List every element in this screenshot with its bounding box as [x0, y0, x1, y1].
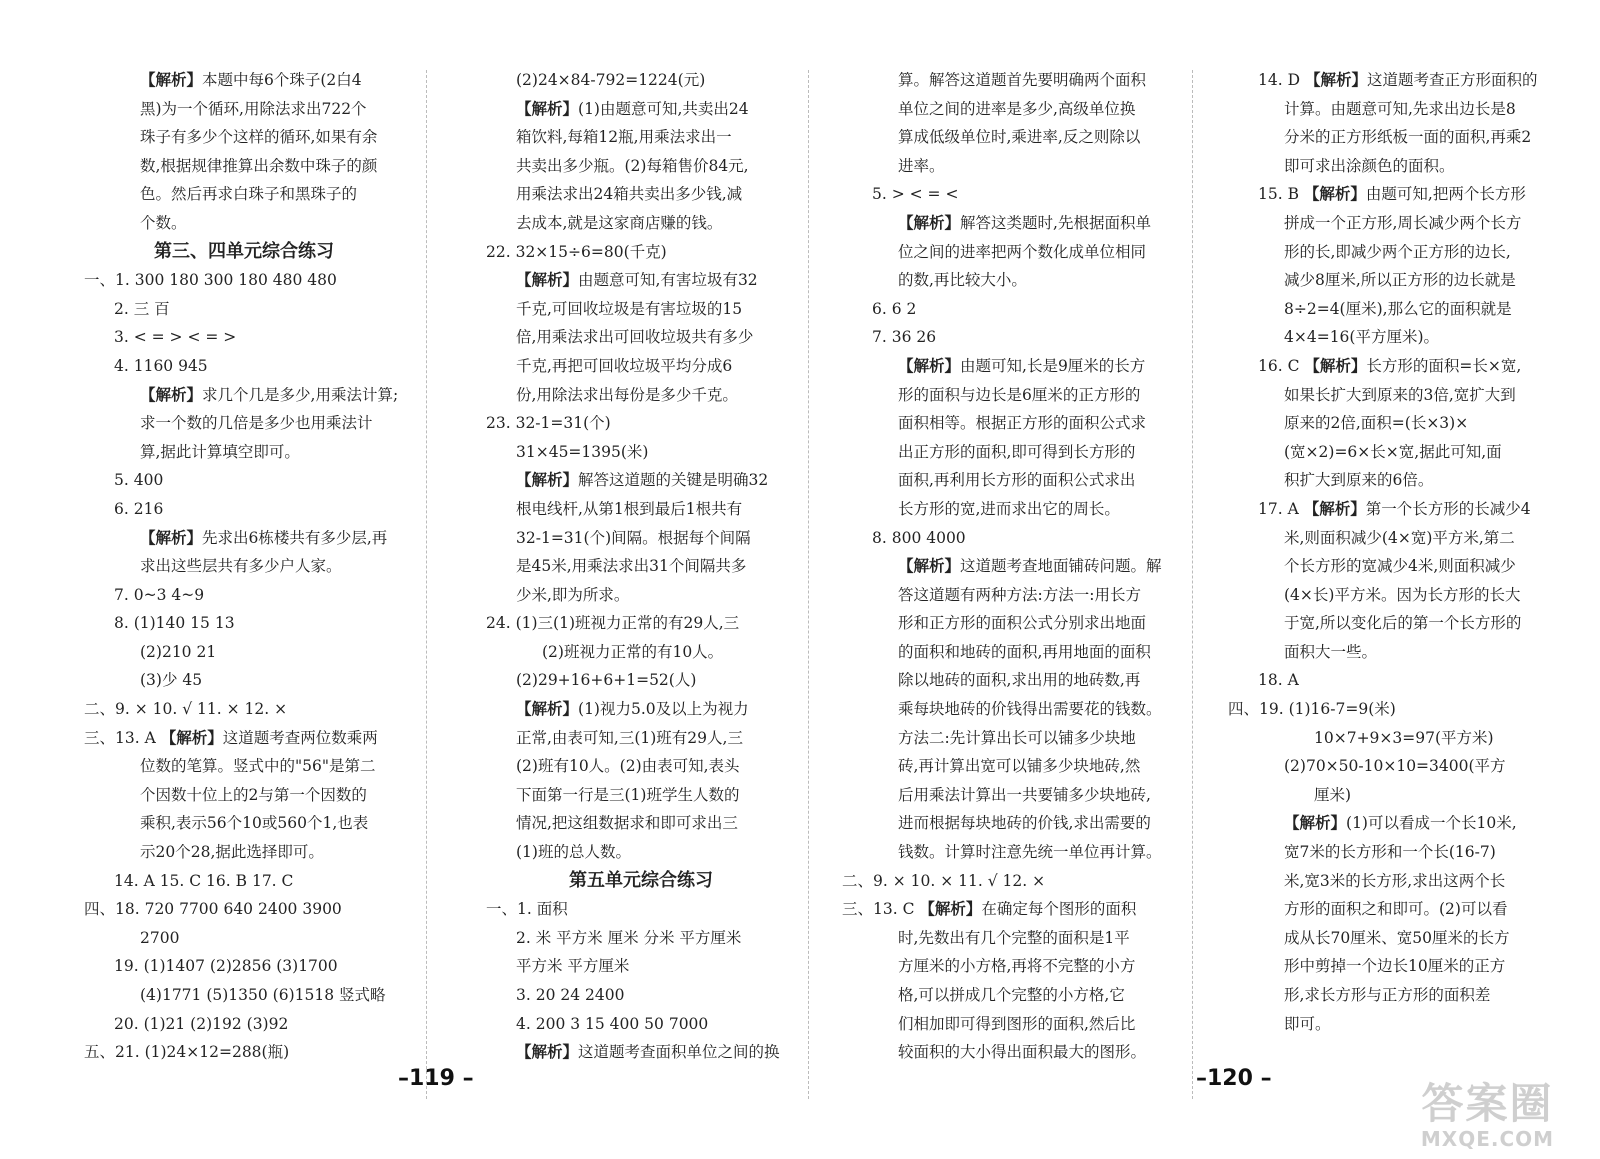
answer-line: 份,用除法求出每份是多少千克。: [516, 385, 738, 404]
section-heading: 第三、四单元综合练习: [154, 240, 334, 262]
answer-line: 三、13. C 【解析】在确定每个图形的面积: [842, 900, 1137, 919]
answer-line: (2)班视力正常的有10人。: [542, 642, 724, 661]
answer-line: (2)班有10人。(2)由表可知,表头: [516, 757, 740, 776]
answer-line: 5. > < = <: [872, 185, 959, 204]
answer-line: 3. 20 24 2400: [516, 986, 625, 1004]
answer-line: 二、9. × 10. × 11. √ 12. ×: [842, 871, 1046, 890]
answer-line: 19. (1)1407 (2)2856 (3)1700: [114, 957, 338, 976]
answer-line: 方法二:先计算出长可以铺多少块地: [898, 728, 1136, 747]
answer-line: 【解析】(1)由题意可知,共卖出24: [516, 99, 749, 118]
answer-line: 数,根据规律推算出余数中珠子的颜: [140, 156, 378, 175]
answer-line: 千克,再把可回收垃圾平均分成6: [516, 356, 733, 375]
answer-line: 示20个28,据此选择即可。: [140, 843, 324, 862]
answer-line: 倍,用乘法求出可回收垃圾共有多少: [516, 328, 754, 347]
watermark-url: MXQE.COM: [1420, 1127, 1555, 1151]
answer-line: 【解析】本题中每6个珠子(2白4: [140, 71, 362, 89]
answer-line: (2)210 21: [140, 642, 217, 661]
answer-line: 14. D 【解析】这道题考查正方形面积的: [1258, 71, 1538, 89]
answer-line: 6. 216: [114, 499, 164, 518]
answer-line: 求出这些层共有多少户人家。: [140, 557, 342, 576]
answer-line: 【解析】这道题考查面积单位之间的换: [516, 1043, 780, 1062]
answer-line: 计算。由题意可知,先求出边长是8: [1284, 99, 1516, 118]
answer-line: 形中剪掉一个边长10厘米的正方: [1284, 957, 1506, 976]
answer-line: 长方形的宽,进而求出它的周长。: [898, 499, 1120, 518]
answer-line: 情况,把这组数据求和即可求出三: [516, 814, 738, 833]
answer-line: 拼成一个正方形,周长减少两个长方: [1284, 213, 1522, 232]
analysis-tag: 【解析】: [1284, 814, 1347, 833]
answer-line: 16. C 【解析】长方形的面积=长×宽,: [1258, 356, 1522, 375]
answer-line: 【解析】先求出6栋楼共有多少层,再: [140, 528, 388, 547]
answer-line: 珠子有多少个这样的循环,如果有余: [140, 128, 378, 147]
answer-line: 形的长,即减少两个正方形的边长,: [1284, 242, 1511, 261]
answer-line: 即可求出涂颜色的面积。: [1284, 156, 1455, 175]
answer-column-4: [1228, 66, 1558, 1038]
answer-line: 成从长70厘米、宽50厘米的长方: [1284, 928, 1510, 947]
answer-line: 方形的面积之和即可。(2)可以看: [1284, 900, 1508, 919]
answer-line: 15. B 【解析】由题可知,把两个长方形: [1258, 185, 1526, 204]
answer-line: 方厘米的小方格,再将不完整的小方: [898, 957, 1136, 976]
answer-line: 正常,由表可知,三(1)班有29人,三: [516, 728, 743, 747]
answer-line: 的数,再比较大小。: [898, 271, 1027, 290]
answer-line: 答这道题有两种方法:方法一:用长方: [898, 585, 1141, 604]
answer-line: 色。然后再求白珠子和黑珠子的: [140, 185, 358, 204]
analysis-tag: 【解析】: [516, 700, 579, 719]
answer-line: 个数。: [140, 213, 187, 232]
answer-line: 们相加即可得到图形的面积,然后比: [898, 1014, 1136, 1033]
answer-line: 算成低级单位时,乘进率,反之则除以: [898, 128, 1141, 147]
answer-line: 3. < = > < = >: [114, 328, 237, 347]
answer-line: 2700: [140, 928, 180, 947]
answer-line: 黑)为一个循环,用除法求出722个: [140, 99, 367, 118]
analysis-tag: 【解析】: [1304, 356, 1367, 375]
answer-line: 除以地砖的面积,求出用的地砖数,再: [898, 671, 1141, 690]
answer-line: 位数的笔算。竖式中的"56"是第二: [140, 757, 376, 776]
answer-line: 积扩大到原来的6倍。: [1284, 471, 1434, 490]
answer-line: 于宽,所以变化后的第一个长方形的: [1284, 614, 1522, 633]
answer-line: 根电线杆,从第1根到最后1根共有: [516, 499, 743, 518]
answer-line: 砖,再计算出宽可以铺多少块地砖,然: [898, 757, 1141, 776]
answer-column-1: [84, 66, 404, 1067]
answer-line: 形的面积与边长是6厘米的正方形的: [898, 385, 1141, 404]
answer-line: 8. 800 4000: [872, 528, 966, 547]
analysis-tag: 【解析】: [516, 99, 579, 118]
analysis-tag: 【解析】: [898, 557, 961, 576]
answer-line: 形和正方形的面积公式分别求出地面: [898, 614, 1147, 633]
analysis-tag: 【解析】: [1303, 499, 1366, 518]
answer-line: 8. (1)140 15 13: [114, 614, 235, 633]
answer-line: 面积大一些。: [1284, 642, 1378, 661]
answer-line: 一、1. 300 180 300 180 480 480: [84, 271, 337, 290]
column-divider: [426, 70, 427, 1099]
answer-line: 平方米 平方厘米: [516, 957, 630, 976]
answer-line: 14. A 15. C 16. B 17. C: [114, 871, 294, 890]
answer-line: 如果长扩大到原来的3倍,宽扩大到: [1284, 385, 1516, 404]
analysis-tag: 【解析】: [898, 213, 961, 232]
answer-line: 进率。: [898, 156, 945, 175]
answer-column-2: [486, 66, 796, 1067]
answer-line: 面积相等。根据正方形的面积公式求: [898, 414, 1147, 433]
page-gutter: [808, 70, 809, 1099]
answer-line: 【解析】解答这道题的关键是明确32: [516, 471, 769, 490]
watermark-logo: [1385, 1081, 1590, 1151]
answer-line: 23. 32-1=31(个): [486, 414, 611, 433]
analysis-tag: 【解析】: [140, 528, 203, 547]
analysis-tag: 【解析】: [898, 356, 961, 375]
answer-line: 4×4=16(平方厘米)。: [1284, 328, 1440, 347]
answer-line: 出正方形的面积,即可得到长方形的: [898, 442, 1136, 461]
answer-line: 形,求长方形与正方形的面积差: [1284, 986, 1491, 1004]
answer-line: 较面积的大小得出面积最大的图形。: [898, 1043, 1147, 1062]
analysis-tag: 【解析】: [516, 271, 579, 290]
answer-line: 面积,再利用长方形的面积公式求出: [898, 471, 1136, 490]
answer-line: (3)少 45: [140, 671, 203, 690]
answer-line: 的面积和地砖的面积,再用地面的面积: [898, 642, 1151, 661]
answer-line: 17. A 【解析】第一个长方形的长减少4: [1258, 499, 1531, 518]
answer-line: 时,先数出有几个完整的面积是1平: [898, 928, 1130, 947]
answer-line: 下面第一行是三(1)班学生人数的: [516, 785, 740, 804]
answer-line: 10×7+9×3=97(平方米): [1314, 728, 1494, 747]
answer-line: 减少8厘米,所以正方形的边长就是: [1284, 271, 1516, 290]
answer-line: 7. 36 26: [872, 328, 937, 347]
answer-line: 20. (1)21 (2)192 (3)92: [114, 1014, 289, 1033]
answer-line: 位之间的进率把两个数化成单位相同: [898, 242, 1147, 261]
answer-line: 求一个数的几倍是多少也用乘法计: [140, 414, 373, 433]
answer-line: 钱数。计算时注意先统一单位再计算。: [898, 843, 1162, 862]
answer-line: 四、19. (1)16-7=9(米): [1228, 700, 1396, 719]
answer-line: 31×45=1395(米): [516, 442, 649, 461]
analysis-tag: 【解析】: [140, 71, 203, 89]
answer-line: (2)29+16+6+1=52(人): [516, 671, 697, 690]
answer-line: 个长方形的宽减少4米,则面积减少: [1284, 557, 1516, 576]
answer-line: (4)1771 (5)1350 (6)1518 竖式略: [140, 986, 386, 1004]
answer-column-3: [842, 66, 1177, 1067]
page-number-right: –120 –: [1196, 1066, 1272, 1091]
answer-line: 格,可以拼成几个完整的小方格,它: [898, 986, 1125, 1004]
answer-line: 【解析】(1)可以看成一个长10米,: [1284, 814, 1517, 833]
answer-line: 【解析】解答这类题时,先根据面积单: [898, 213, 1151, 232]
answer-line: 单位之间的进率是多少,高级单位换: [898, 99, 1136, 118]
answer-line: 米,宽3米的长方形,求出这两个长: [1284, 871, 1506, 890]
answer-line: 2. 米 平方米 厘米 分米 平方厘米: [516, 928, 742, 947]
answer-line: 用乘法求出24箱共卖出多少钱,减: [516, 185, 743, 204]
answer-line: 宽7米的长方形和一个长(16-7): [1284, 843, 1496, 862]
answer-line: (1)班的总人数。: [516, 843, 631, 862]
analysis-tag: 【解析】: [1303, 185, 1366, 204]
answer-line: 【解析】由题可知,长是9厘米的长方: [898, 356, 1146, 375]
page-number-left: –119 –: [398, 1066, 474, 1091]
analysis-tag: 【解析】: [1304, 71, 1367, 89]
answer-line: (2)70×50-10×10=3400(平方: [1284, 757, 1506, 776]
answer-line: 一、1. 面积: [486, 900, 568, 919]
answer-line: 进而根据每块地砖的价钱,求出需要的: [898, 814, 1151, 833]
answer-line: 算。解答这道题首先要明确两个面积: [898, 71, 1147, 89]
answer-line: 千克,可回收垃圾是有害垃圾的15: [516, 299, 743, 318]
answer-line: 【解析】求几个几是多少,用乘法计算;: [140, 385, 399, 404]
answer-line: 【解析】(1)视力5.0及以上为视力: [516, 700, 749, 719]
answer-line: 22. 32×15÷6=80(千克): [486, 242, 667, 261]
answer-line: 7. 0~3 4~9: [114, 585, 205, 604]
answer-line: 【解析】这道题考查地面铺砖问题。解: [898, 557, 1162, 576]
answer-line: 少米,即为所求。: [516, 585, 630, 604]
answer-line: 乘积,表示56个10或560个1,也表: [140, 814, 369, 833]
answer-line: 4. 200 3 15 400 50 7000: [516, 1014, 709, 1033]
answer-line: 是45米,用乘法求出31个间隔共多: [516, 557, 747, 576]
answer-line: 二、9. × 10. √ 11. × 12. ×: [84, 700, 288, 719]
answer-line: 4. 1160 945: [114, 356, 208, 375]
answer-line: 共卖出多少瓶。(2)每箱售价84元,: [516, 156, 749, 175]
answer-line: 个因数十位上的2与第一个因数的: [140, 785, 367, 804]
answer-line: 后用乘法计算出一共要铺多少块地砖,: [898, 785, 1151, 804]
answer-line: (宽×2)=6×长×宽,据此可知,面: [1284, 442, 1502, 461]
analysis-tag: 【解析】: [516, 471, 579, 490]
answer-line: 8÷2=4(厘米),那么它的面积就是: [1284, 299, 1512, 318]
answer-line: 18. A: [1258, 671, 1299, 690]
answer-line: (4×长)平方米。因为长方形的长大: [1284, 585, 1521, 604]
answer-line: 5. 400: [114, 471, 164, 490]
answer-line: 分米的正方形纸板一面的面积,再乘2: [1284, 128, 1532, 147]
answer-line: 三、13. A 【解析】这道题考查两位数乘两: [84, 728, 378, 747]
answer-line: 24. (1)三(1)班视力正常的有29人,三: [486, 614, 740, 633]
section-heading: 第五单元综合练习: [569, 869, 713, 891]
answer-line: 算,据此计算填空即可。: [140, 442, 300, 461]
watermark-text: 答案圈: [1421, 1079, 1554, 1128]
answer-line: 2. 三 百: [114, 299, 170, 318]
answer-line: 五、21. (1)24×12=288(瓶): [84, 1043, 290, 1062]
answer-line: 四、18. 720 7700 640 2400 3900: [84, 900, 342, 919]
analysis-tag: 【解析】: [516, 1043, 579, 1062]
answer-line: 乘每块地砖的价钱得出需要花的钱数。: [898, 700, 1162, 719]
answer-line: 去成本,就是这家商店赚的钱。: [516, 213, 723, 232]
answer-line: 6. 6 2: [872, 299, 917, 318]
answer-line: 箱饮料,每箱12瓶,用乘法求出一: [516, 128, 732, 147]
answer-line: (2)24×84-792=1224(元): [516, 71, 706, 89]
answer-line: 米,则面积减少(4×宽)平方米,第二: [1284, 528, 1515, 547]
answer-line: 即可。: [1284, 1014, 1331, 1033]
answer-line: 【解析】由题意可知,有害垃圾有32: [516, 271, 758, 290]
answer-line: 原来的2倍,面积=(长×3)×: [1284, 414, 1469, 433]
analysis-tag: 【解析】: [919, 900, 982, 919]
answer-line: 厘米): [1314, 785, 1352, 804]
analysis-tag: 【解析】: [140, 385, 203, 404]
analysis-tag: 【解析】: [160, 728, 223, 747]
column-divider: [1192, 70, 1193, 1099]
answer-line: 32-1=31(个)间隔。根据每个间隔: [516, 528, 751, 547]
